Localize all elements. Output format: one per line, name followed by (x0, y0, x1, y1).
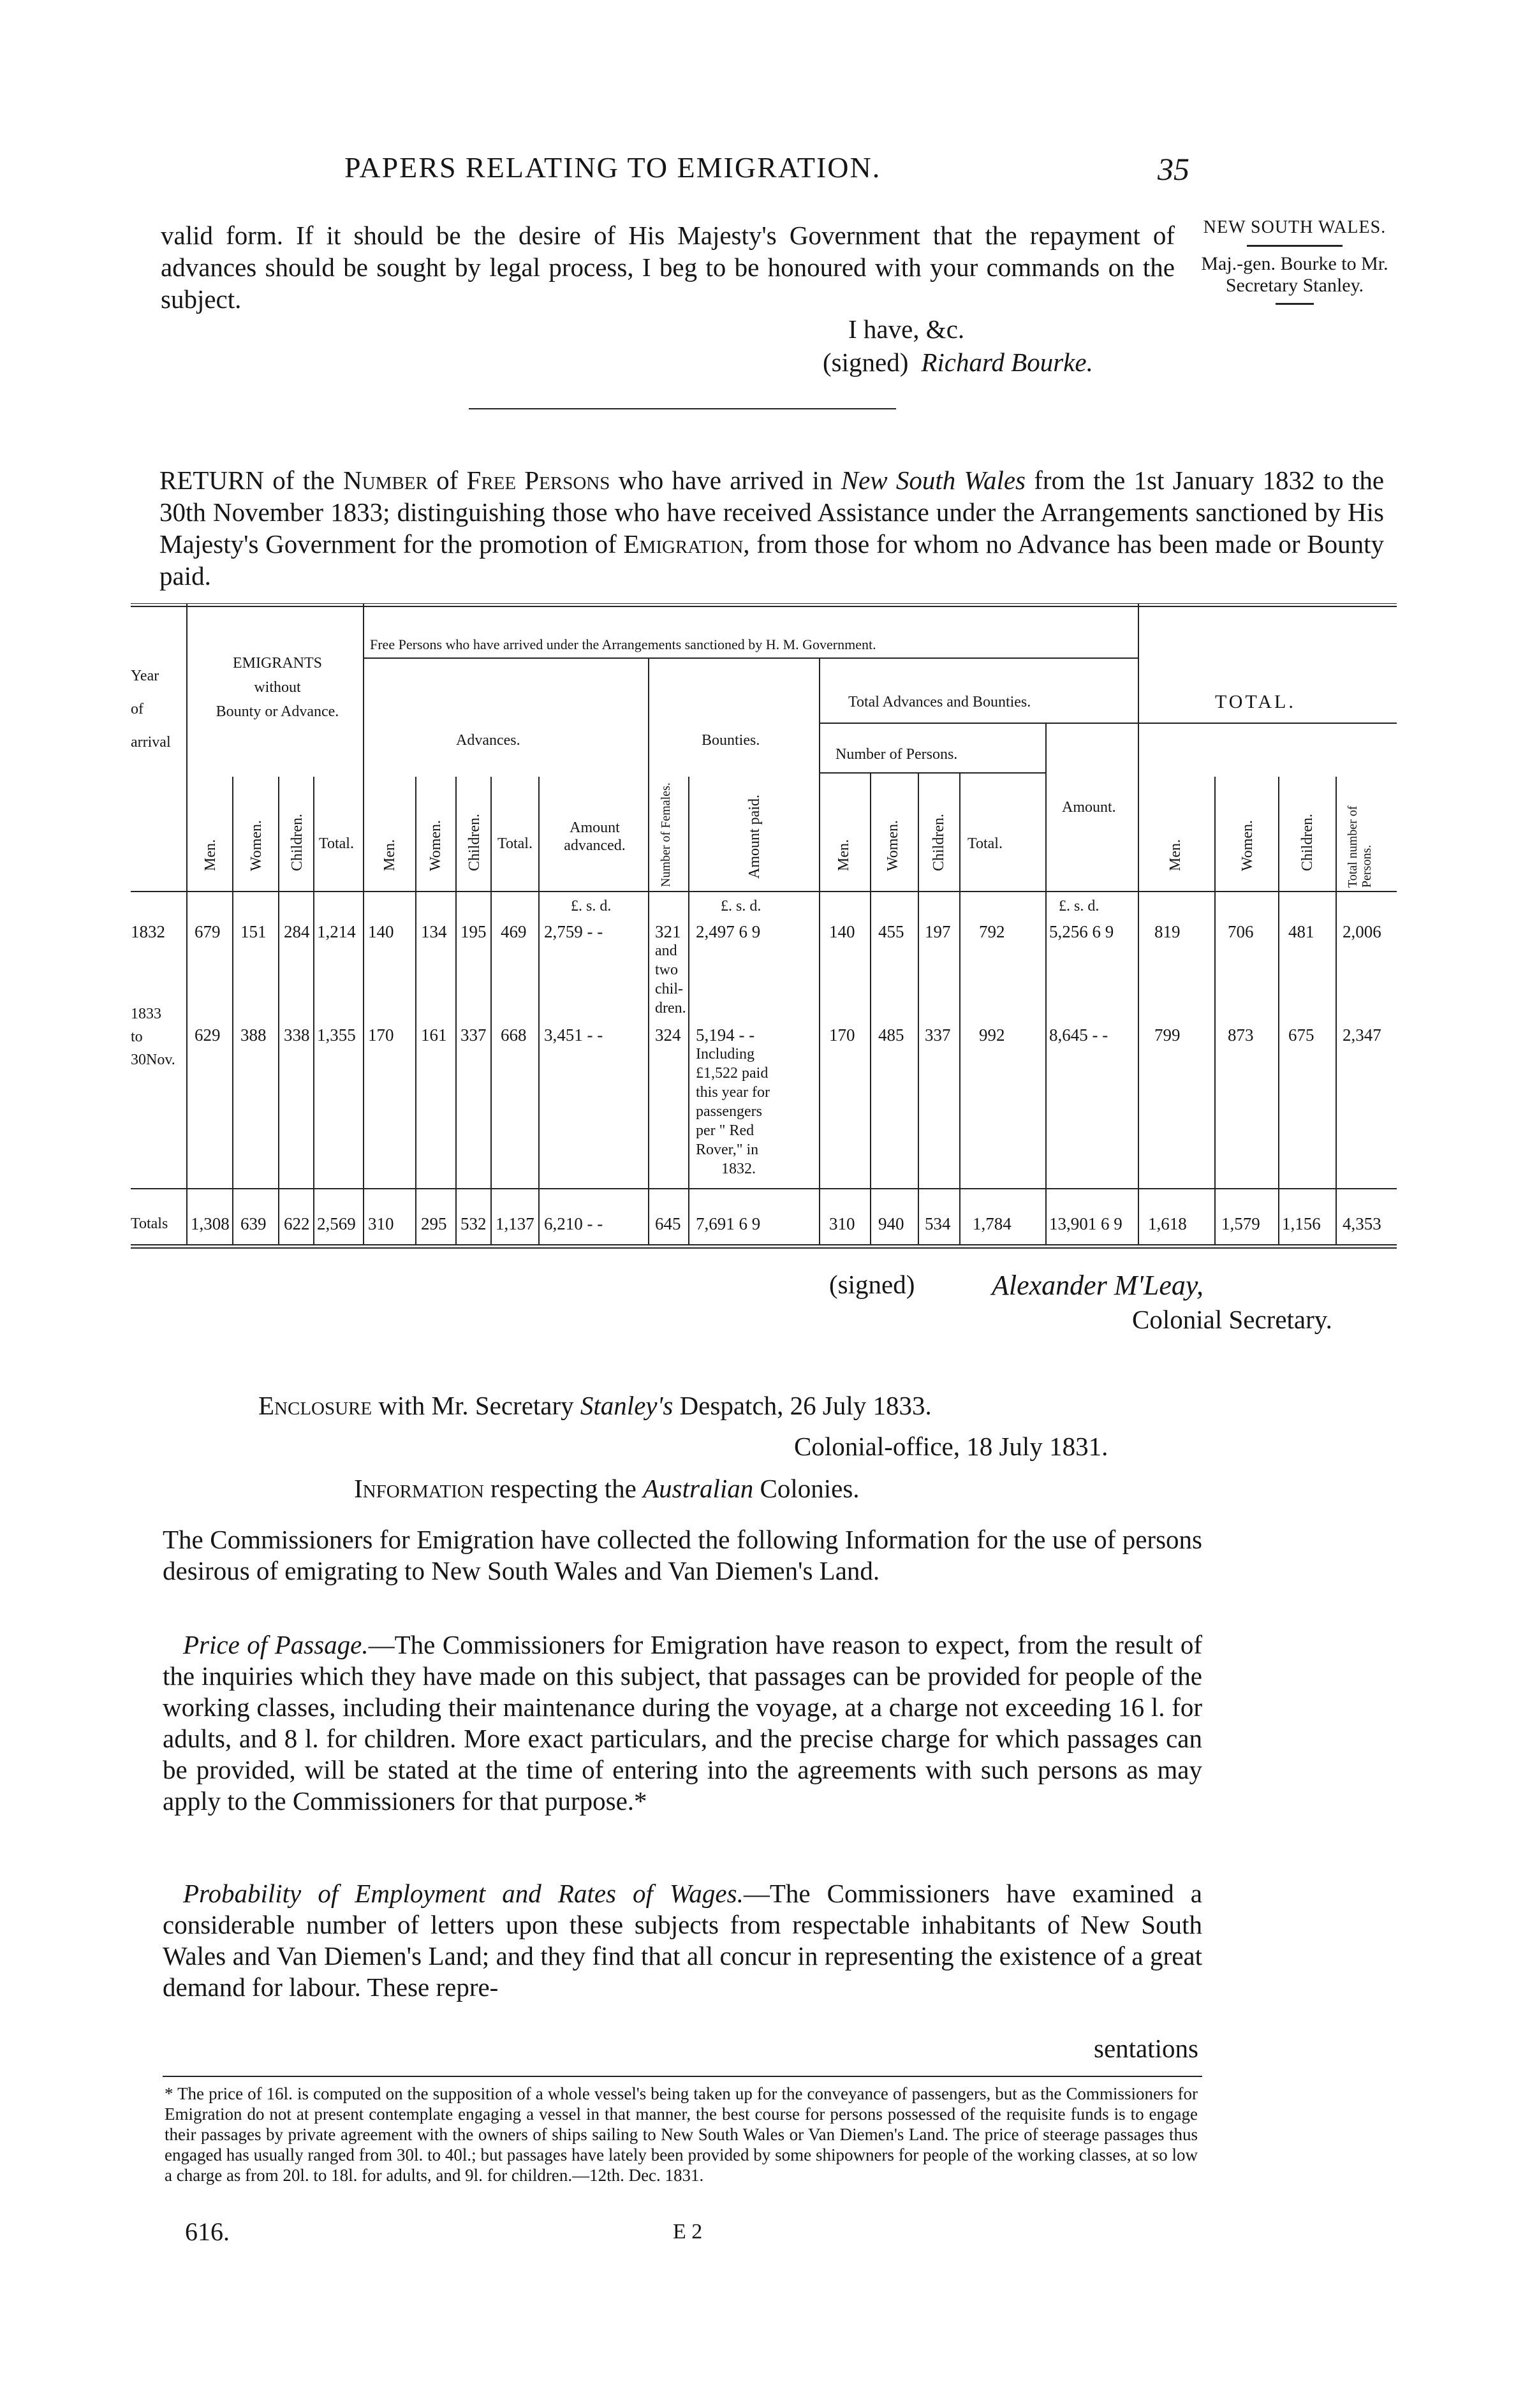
price-title: Price of Passage. (183, 1630, 369, 1659)
cell: 2,006 (1343, 922, 1381, 941)
cell: 338 (284, 1025, 310, 1045)
cell: 6,210 - - (544, 1214, 603, 1233)
header-free-persons: Free Persons who have arrived under the Arrangements sanctioned by H. M. Government. (370, 636, 876, 652)
cell: 2,347 (1343, 1025, 1381, 1045)
signature-mark: 616. (185, 2217, 230, 2246)
cell: 873 (1228, 1025, 1254, 1045)
col-amount-advanced-1: Amount (570, 819, 620, 836)
row-1833-note (696, 1045, 770, 1178)
col-children: Children. (289, 814, 305, 871)
cell: 284 (284, 922, 310, 941)
return-title-text: Emigration (623, 529, 744, 559)
intro-text: The Commissioners for Emigration have collected the following Information for the use of persons desirous of emigrating to New South Wales and Van Diemen's Land. (163, 1525, 1202, 1585)
footnote-rule (163, 2076, 1202, 2077)
col-total-persons: Total number of Persons. (1346, 805, 1374, 888)
cell: 668 (501, 1025, 527, 1045)
head-year-2: of (131, 701, 144, 717)
margin-route: Maj.-gen. Bourke to Mr. Secretary Stanley. (1201, 253, 1388, 296)
return-title-text: who have arrived in (610, 466, 841, 495)
note-line: Rover," in (696, 1142, 759, 1158)
margin-rule-short (1276, 303, 1314, 305)
note-line: £1,522 paid (696, 1065, 769, 1082)
heading-text: Australian (643, 1474, 754, 1503)
cell: 1,579 (1221, 1214, 1260, 1233)
employment-text: —The Commissioners have examined a considerable number of letters upon these subjects from respectable inhabitants of New South Wales and Van Diemen's Land; and they find that all concur in representing the existence of a great demand for labour. These repre- (163, 1879, 1202, 2002)
table-signatory-title: Colonial Secretary. (1132, 1305, 1332, 1334)
cell: 151 (240, 922, 267, 941)
cell: 170 (829, 1025, 855, 1045)
heading-text: Colonies. (753, 1474, 860, 1503)
enclosure-text: Despatch, 26 July 1833. (673, 1391, 932, 1420)
totals-label: Totals (131, 1215, 168, 1232)
cell: 1,784 (973, 1214, 1012, 1233)
cell: 321 (655, 922, 681, 941)
closing-phrase: I have, &c. (848, 314, 965, 344)
return-title-text: Number (343, 466, 428, 495)
information-heading (354, 1473, 860, 1504)
heading-text: Information (354, 1474, 484, 1503)
cell: 13,901 6 9 (1049, 1214, 1122, 1233)
cell: 2,759 - - (544, 922, 603, 941)
letter-closing (823, 312, 1093, 379)
enclosure-text: with Mr. Secretary (372, 1391, 580, 1420)
margin-note (1199, 217, 1390, 311)
margin-place: NEW SOUTH WALES. (1203, 217, 1387, 237)
col-amount-paid: Amount paid. (746, 795, 763, 879)
intro-paragraph (163, 1524, 1202, 1587)
cell: 2,497 6 9 (696, 922, 761, 941)
header-year (131, 659, 171, 759)
cell: 532 (460, 1214, 487, 1233)
col-amount-advanced (545, 819, 644, 855)
cell: 7,691 6 9 (696, 1214, 761, 1233)
cell: 1,355 (317, 1025, 356, 1045)
col-men: Men. (381, 839, 398, 871)
cell: 337 (460, 1025, 487, 1045)
cell: 170 (368, 1025, 394, 1045)
return-title-text: Free Persons (466, 466, 610, 495)
col-men: Men. (835, 839, 852, 871)
cell: 992 (979, 1025, 1005, 1045)
signed-label: (signed) (823, 348, 909, 377)
col-total: Total. (497, 835, 533, 852)
cell: 1,137 (496, 1214, 534, 1233)
cell: 792 (979, 922, 1005, 941)
cell: 310 (829, 1214, 855, 1233)
cell: 819 (1154, 922, 1181, 941)
signatory-name: Richard Bourke. (921, 348, 1093, 377)
section-rule (469, 408, 896, 409)
enclosure-date: Colonial-office, 18 July 1831. (794, 1432, 1108, 1461)
continuation-word: sentations (1094, 2034, 1198, 2063)
cell: 629 (195, 1025, 221, 1045)
cell: 337 (925, 1025, 951, 1045)
cell: 140 (829, 922, 855, 941)
col-women: Women. (1239, 819, 1256, 871)
header-advances: Advances. (456, 732, 520, 749)
cell: 645 (655, 1214, 681, 1233)
head-emigrants-3: Bounty or Advance. (216, 703, 339, 720)
head-year-1: Year (131, 668, 159, 684)
money-head-amount: £. s. d. (1059, 898, 1100, 914)
row-1832-year: 1832 (131, 922, 165, 941)
return-title (159, 464, 1384, 592)
cell: 3,451 - - (544, 1025, 603, 1045)
printer-mark: E 2 (673, 2220, 703, 2243)
col-women: Women. (885, 819, 901, 871)
row-1832-note (655, 941, 686, 1018)
header-total: TOTAL. (1215, 691, 1296, 712)
head-year-3: arrival (131, 734, 171, 751)
cell: 161 (421, 1025, 447, 1045)
return-table (131, 603, 1397, 1266)
col-children: Children. (1299, 814, 1316, 871)
note-line: Including (696, 1046, 754, 1062)
cell: 5,256 6 9 (1049, 922, 1114, 941)
col-men: Men. (202, 839, 219, 871)
cell: 639 (240, 1214, 267, 1233)
return-title-text: RETURN of the (159, 466, 344, 495)
cell: 140 (368, 922, 394, 941)
head-emigrants-2: without (254, 679, 301, 696)
cell: 1,156 (1282, 1214, 1321, 1233)
return-title-text: from the 1st January 1832 to the 30th November 1833; distinguishing those who have received Assistance under the Arrangements sanctioned by His Majesty's Government for the promotion of (159, 466, 1385, 559)
cell: 706 (1228, 922, 1254, 941)
head-emigrants-1: EMIGRANTS (232, 655, 322, 672)
note-line: chil- (655, 981, 683, 997)
cell: 534 (925, 1214, 951, 1233)
cell: 455 (878, 922, 904, 941)
note-line: dren. (655, 1000, 686, 1017)
note-line: two (655, 962, 678, 978)
cell: 481 (1288, 922, 1314, 941)
header-bounties: Bounties. (702, 732, 760, 749)
col-men: Men. (1167, 839, 1184, 871)
col-children: Children. (931, 814, 947, 871)
return-title-text: , from those for whom no Advance has been made or Bounty paid. (159, 529, 1385, 591)
enclosure-line (258, 1390, 932, 1421)
col-amount-advanced-2: advanced. (564, 837, 626, 854)
cell: 485 (878, 1025, 904, 1045)
col-women: Women. (427, 819, 444, 871)
note-line: 1832. (721, 1161, 756, 1177)
cell: 1,308 (191, 1214, 230, 1233)
price-paragraph (163, 1629, 1202, 1817)
letter-paragraph: valid form. If it should be the desire of His Majesty's Government that the repayment of advances should be sought by legal process, I beg to be honoured with your commands on the subject. (161, 221, 1175, 314)
cell: 195 (460, 922, 487, 941)
col-total: Total. (319, 835, 354, 852)
price-text: —The Commissioners for Emigration have reason to expect, from the result of the inquiries which they have made on this subject, that passages can be provided for people of the working classes, including their maintenance during the voyage, at a charge not exceeding 16 l. for adults, and 8 l. for children. More exact particulars, and the precise charge for which passages can be provided, will be stated at the time of entering into the agreements with such persons as may apply to the Commissioners for that purpose.* (163, 1630, 1202, 1816)
year-line: to (131, 1029, 143, 1045)
cell: 622 (284, 1214, 310, 1233)
row-1833-year (131, 1002, 175, 1071)
running-head: PAPERS RELATING TO EMIGRATION. (344, 151, 881, 184)
cell: 4,353 (1343, 1214, 1381, 1233)
year-line: 30Nov. (131, 1052, 175, 1068)
header-number-persons: Number of Persons. (835, 746, 958, 763)
col-women: Women. (248, 819, 265, 871)
cell: 388 (240, 1025, 267, 1045)
cell: 679 (195, 922, 221, 941)
col-total: Total. (968, 835, 1003, 852)
enclosure-text: Stanley's (580, 1391, 673, 1420)
header-total-advances: Total Advances and Bounties. (848, 694, 1031, 710)
note-line: per " Red (696, 1122, 754, 1139)
return-title-text: of (427, 466, 467, 495)
cell: 5,194 - - (696, 1025, 755, 1045)
note-line: passengers (696, 1103, 762, 1120)
employment-paragraph (163, 1878, 1202, 2003)
cell: 799 (1154, 1025, 1181, 1045)
employment-title: Probability of Employment and Rates of Wages. (183, 1879, 744, 1908)
cell: 940 (878, 1214, 904, 1233)
col-number-females: Number of Females. (659, 782, 673, 887)
cell: 1,214 (317, 922, 356, 941)
footnote: * The price of 16l. is computed on the supposition of a whole vessel's being taken up for the conveyance of passengers, but as the Commissioners for Emigration do not at present contemplate engaging a vessel in that manner, the best course for persons possessed of the requisite funds is to engage their passages by private agreement with the owners of ships sailing to New South Wales or Van Diemen's Land. The price of steerage passages thus engaged has usually ranged from 30l. to 40l.; but passages have lately been provided by some shipowners for people of the working classes, at so low a charge as from 20l. to 18l. for adults, and 9l. for children.—12th. Dec. 1831. (165, 2084, 1198, 2185)
page-number: 35 (1158, 151, 1189, 187)
cell: 134 (421, 922, 447, 941)
cell: 469 (501, 922, 527, 941)
money-head-advanced: £. s. d. (571, 898, 612, 914)
col-children: Children. (466, 814, 483, 871)
return-title-text: New South Wales (841, 466, 1026, 495)
cell: 675 (1288, 1025, 1314, 1045)
col-amount: Amount. (1062, 799, 1116, 816)
cell: 8,645 - - (1049, 1025, 1108, 1045)
cell: 295 (421, 1214, 447, 1233)
enclosure-text: Enclosure (258, 1391, 372, 1420)
cell: 2,569 (317, 1214, 356, 1233)
note-line: this year for (696, 1084, 770, 1101)
cell: 1,618 (1148, 1214, 1187, 1233)
cell: 197 (925, 922, 951, 941)
money-head-paid: £. s. d. (721, 898, 762, 914)
cell: 324 (655, 1025, 681, 1045)
header-emigrants (195, 651, 360, 724)
note-line: and (655, 943, 677, 959)
table-signed-label: (signed) (829, 1270, 915, 1299)
table-signatory: Alexander M'Leay, (992, 1270, 1203, 1301)
year-line: 1833 (131, 1006, 161, 1022)
heading-text: respecting the (483, 1474, 644, 1503)
cell: 310 (368, 1214, 394, 1233)
margin-rule (1247, 245, 1343, 247)
